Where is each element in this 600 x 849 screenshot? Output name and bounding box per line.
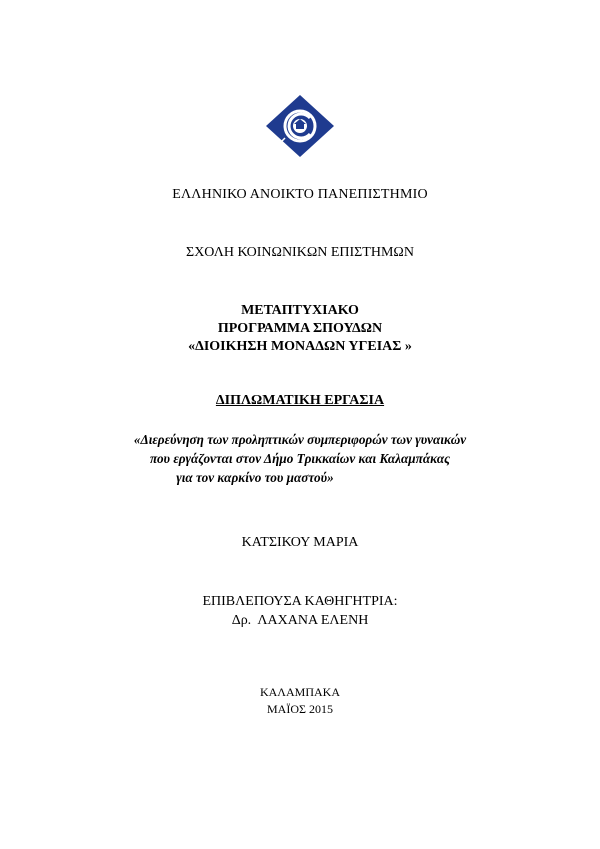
thesis-title: [0, 430, 600, 487]
place-name: ΚΑΛΑΜΠΑΚΑ: [259, 685, 341, 699]
thesis-title-line-1: «Διερεύνηση των προληπτικών συμπεριφορών των γυναικών: [133, 432, 467, 447]
program-line-2: ΠΡΟΓΡΑΜΜΑ ΣΠΟΥΔΩΝ: [217, 321, 383, 336]
supervisor-name: Δρ. ΛΑΧΑΝΑ ΕΛΕΝΗ: [231, 613, 369, 628]
school-name: ΣΧΟΛΗ ΚΟΙΝΩΝΙΚΩΝ ΕΠΙΣΤΗΜΩΝ: [186, 245, 414, 260]
thesis-title-line-2: που εργάζονται στον Δήμο Τρικκαίων και Καλαμπάκας: [149, 451, 451, 466]
place-date-block: [0, 684, 600, 718]
thesis-title-line-3: για τον καρκίνο του μαστού»: [176, 470, 334, 485]
program-line-1: ΜΕΤΑΠΤΥΧΙΑΚΟ: [241, 303, 359, 318]
program-title: [0, 302, 600, 356]
supervisor-block: [0, 592, 600, 630]
thesis-label: ΔΙΠΛΩΜΑΤΙΚΗ ΕΡΓΑΣΙΑ: [215, 393, 385, 408]
submission-date: ΜΑΪΟΣ 2015: [267, 702, 333, 716]
university-name: ΕΛΛΗΝΙΚΟ ΑΝΟΙΚΤΟ ΠΑΝΕΠΙΣΤΗΜΙΟ: [172, 187, 428, 202]
program-line-3: «ΔΙΟΙΚΗΣΗ ΜΟΝΑΔΩΝ ΥΓΕΙΑΣ »: [188, 339, 412, 354]
university-emblem-icon: [265, 94, 335, 158]
author-name: ΚΑΤΣΙΚΟΥ ΜΑΡΙΑ: [241, 535, 359, 550]
supervisor-label: ΕΠΙΒΛΕΠΟΥΣΑ ΚΑΘΗΓΗΤΡΙΑ:: [202, 594, 398, 609]
